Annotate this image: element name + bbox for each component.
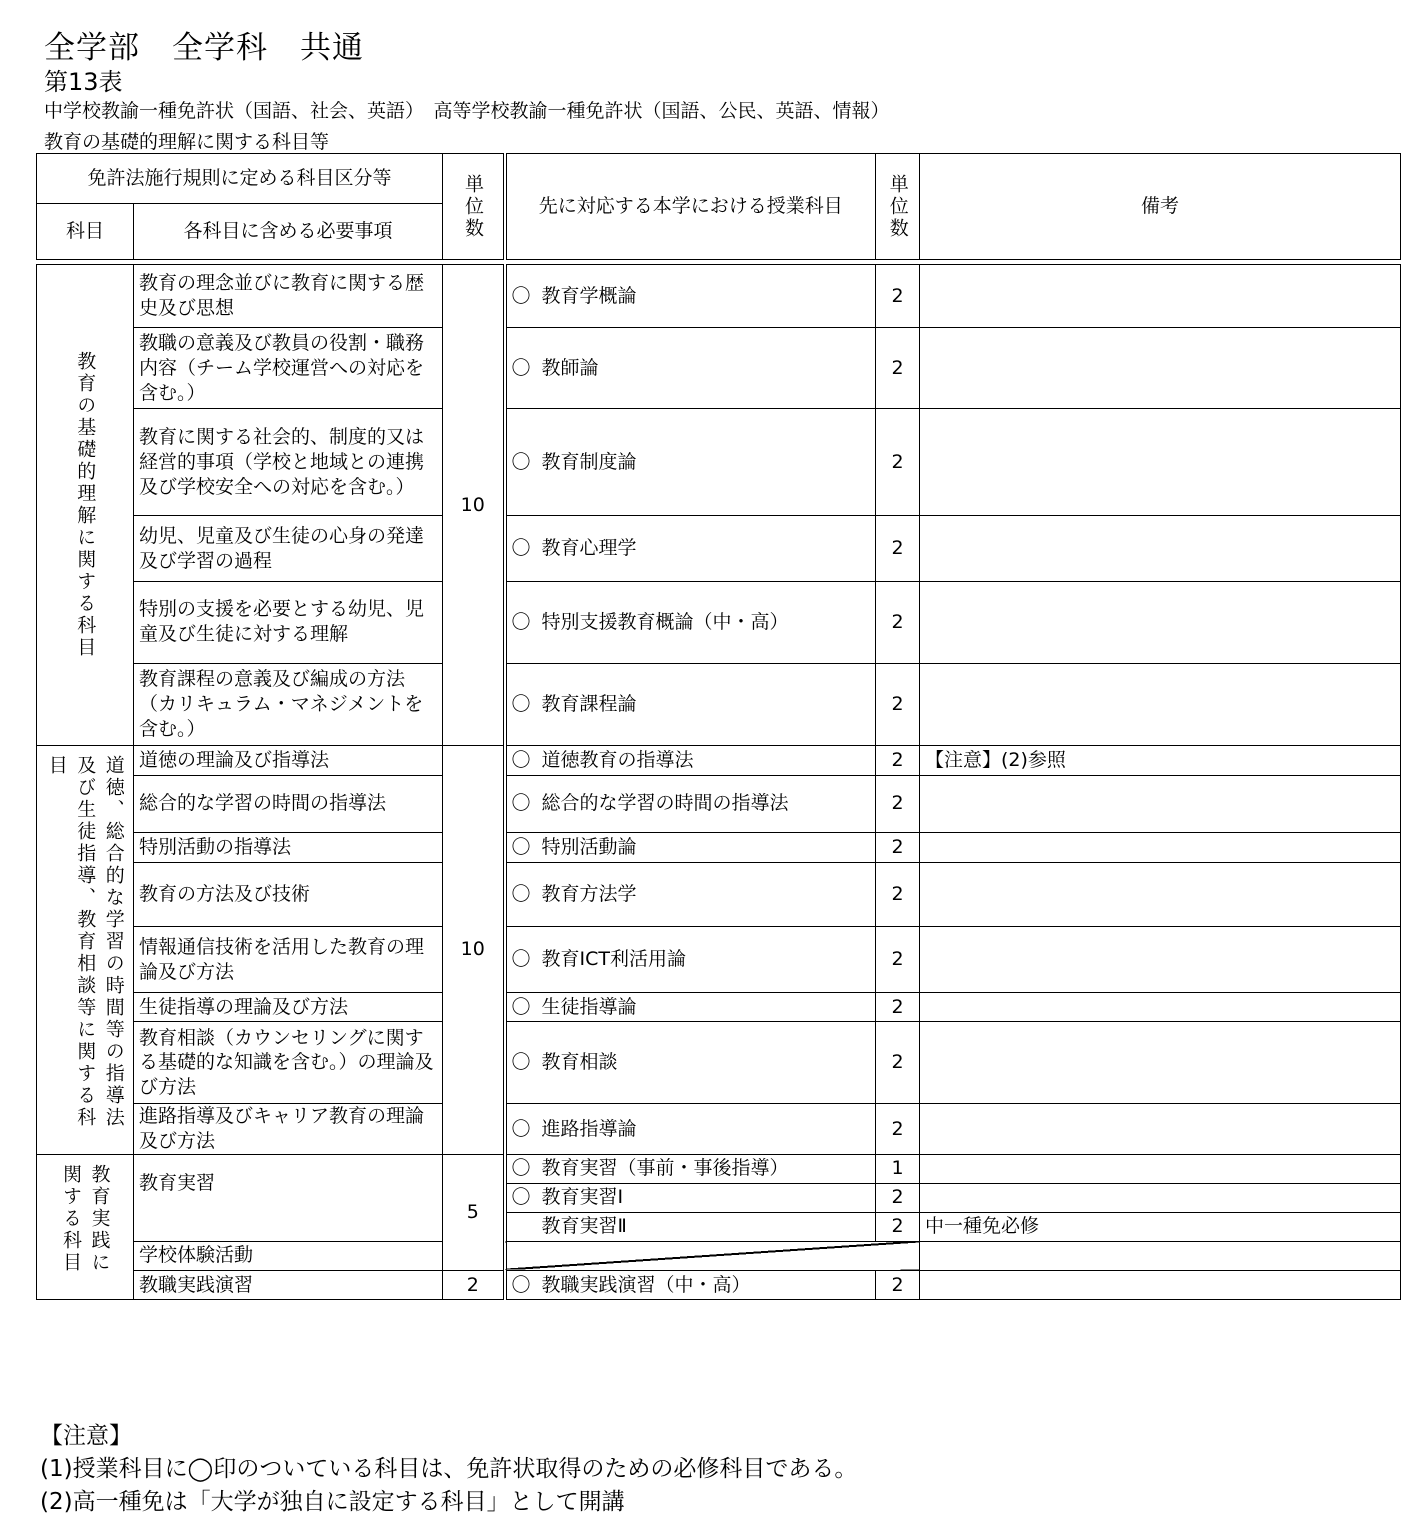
table-row	[37, 328, 1401, 409]
table-row	[37, 1241, 1401, 1270]
table-number: 第13表	[44, 68, 123, 96]
required-mark: 〇	[511, 451, 531, 474]
law-category-header: 免許法施行規則に定める科目区分等	[37, 154, 443, 204]
remark	[920, 832, 1401, 862]
course-cell: 〇 教師論	[505, 328, 876, 409]
required-item: 学校体験活動	[134, 1241, 443, 1270]
table-subheading: 教育の基礎的理解に関する科目等	[44, 131, 330, 153]
remark	[920, 516, 1401, 581]
course-units-header: 単位数	[876, 154, 920, 260]
course-cell: 〇 教育実習（事前・事後指導）	[505, 1154, 876, 1183]
note-line: (1)授業科目に◯印のついている科目は、免許状取得のための必修科目である。	[40, 1456, 858, 1482]
required-item: 生徒指導の理論及び方法	[134, 993, 443, 1022]
remark	[920, 581, 1401, 663]
table-row	[37, 745, 1401, 775]
required-mark: 〇	[511, 995, 531, 1018]
required-item: 道徳の理論及び指導法	[134, 745, 443, 775]
notes-section	[40, 1420, 857, 1519]
required-items-header: 各科目に含める必要事項	[134, 204, 443, 260]
required-item: 特別の支援を必要とする幼児、児童及び生徒に対する理解	[134, 581, 443, 663]
required-item: 教職の意義及び教員の役割・職務内容（チーム学校運営への対応を含む。）	[134, 328, 443, 409]
required-item: 教職実践演習	[134, 1270, 443, 1299]
table-row	[37, 409, 1401, 516]
required-mark: 〇	[511, 1157, 531, 1180]
remark	[920, 862, 1401, 926]
course-cell: 〇 道徳教育の指導法	[505, 745, 876, 775]
required-mark: 〇	[511, 1186, 531, 1209]
course-cell: 〇 教育制度論	[505, 409, 876, 516]
course-cell: 〇 特別活動論	[505, 832, 876, 862]
remark	[920, 775, 1401, 832]
course-cell: 〇 教育実習Ⅰ	[505, 1183, 876, 1212]
required-item: 教育に関する社会的、制度的又は経営的事項（学校と地域との連携及び学校安全への対応を含む。）	[134, 409, 443, 516]
remark: 【注意】(2)参照	[920, 745, 1401, 775]
page-title: 全学部 全学科 共通	[44, 30, 364, 66]
course-cell: 〇 生徒指導論	[505, 993, 876, 1022]
group-subject-cell: 教育の基礎的理解に関する科目	[37, 265, 134, 746]
course-units: 2	[876, 832, 920, 862]
remark	[920, 1022, 1401, 1104]
required-item: 特別活動の指導法	[134, 832, 443, 862]
table-row	[37, 663, 1401, 745]
required-item: 幼児、児童及び生徒の心身の発達及び学習の過程	[134, 516, 443, 581]
remark	[920, 1270, 1401, 1299]
remark	[920, 1183, 1401, 1212]
table-row	[37, 993, 1401, 1022]
course-units: 2	[876, 1022, 920, 1104]
course-cell: 〇 教職実践演習（中・高）	[505, 1270, 876, 1299]
empty-diagonal-cell	[505, 1241, 920, 1270]
course-cell: 〇 教育学概論	[505, 265, 876, 328]
subject-header: 科目	[37, 204, 134, 260]
course-cell: 〇 教育方法学	[505, 862, 876, 926]
required-mark: 〇	[511, 356, 531, 379]
remark	[920, 993, 1401, 1022]
course-cell: 〇 教育ICT利活用論	[505, 926, 876, 992]
table-row	[37, 1104, 1401, 1154]
required-item: 総合的な学習の時間の指導法	[134, 775, 443, 832]
course-units: 2	[876, 926, 920, 992]
course-cell: 〇 総合的な学習の時間の指導法	[505, 775, 876, 832]
group-units: 10	[443, 745, 505, 1154]
certificate-list: 中学校教諭一種免許状（国語、社会、英語） 高等学校教諭一種免許状（国語、公民、英語、情報）	[44, 100, 890, 122]
header-row	[37, 154, 1401, 204]
table-row	[37, 926, 1401, 992]
course-units: 2	[876, 1212, 920, 1241]
remark: 中一種免必修	[920, 1212, 1401, 1241]
remark	[920, 409, 1401, 516]
required-mark: 〇	[511, 792, 531, 815]
course-units: 2	[876, 1183, 920, 1212]
required-mark: 〇	[511, 1273, 531, 1296]
course-header: 先に対応する本学における授業科目	[505, 154, 876, 260]
notes-heading: 【注意】	[40, 1423, 132, 1449]
required-item: 教育相談（カウンセリングに関する基礎的な知識を含む。）の理論及び方法	[134, 1022, 443, 1104]
course-units: 2	[876, 1104, 920, 1154]
course-units: 2	[876, 663, 920, 745]
remark	[920, 926, 1401, 992]
course-cell: 〇 進路指導論	[505, 1104, 876, 1154]
required-mark: 〇	[511, 610, 531, 633]
group-subject-cell: 教育実践に関する科目	[37, 1154, 134, 1299]
course-units: 2	[876, 409, 920, 516]
remark	[920, 1241, 1401, 1270]
required-mark: 〇	[511, 692, 531, 715]
course-units: 2	[876, 993, 920, 1022]
course-cell: 〇 教育課程論	[505, 663, 876, 745]
course-units: 2	[876, 265, 920, 328]
course-units: 2	[876, 775, 920, 832]
course-cell: 〇 教育心理学	[505, 516, 876, 581]
required-item: 教育の理念並びに教育に関する歴史及び思想	[134, 265, 443, 328]
table-row	[37, 265, 1401, 328]
table-row	[37, 581, 1401, 663]
table-row	[37, 1154, 1401, 1183]
required-mark: 〇	[511, 284, 531, 307]
table-row	[37, 516, 1401, 581]
table-row	[37, 832, 1401, 862]
units-header: 単位数	[443, 154, 505, 260]
course-units: 2	[876, 328, 920, 409]
required-mark: 〇	[511, 1051, 531, 1074]
remark	[920, 1104, 1401, 1154]
table-row	[37, 862, 1401, 926]
course-units: 2	[876, 745, 920, 775]
remark	[920, 663, 1401, 745]
remark	[920, 328, 1401, 409]
table-row	[37, 1270, 1401, 1299]
required-mark: 〇	[511, 748, 531, 771]
required-item: 教育実習	[134, 1154, 443, 1241]
group-units: 10	[443, 265, 505, 746]
course-cell: 〇 特別支援教育概論（中・高）	[505, 581, 876, 663]
required-mark: 〇	[511, 1117, 531, 1140]
required-mark: 〇	[511, 537, 531, 560]
curriculum-table	[36, 153, 1401, 1300]
required-item: 教育の方法及び技術	[134, 862, 443, 926]
required-mark: 〇	[511, 948, 531, 971]
course-units: 2	[876, 862, 920, 926]
required-item: 教育課程の意義及び編成の方法（カリキュラム・マネジメントを含む。）	[134, 663, 443, 745]
remark	[920, 1154, 1401, 1183]
course-units: 2	[876, 516, 920, 581]
course-units: 2	[876, 581, 920, 663]
table-row	[37, 1022, 1401, 1104]
remark	[920, 265, 1401, 328]
note-line: (2)高一種免は「大学が独自に設定する科目」として開講	[40, 1489, 625, 1515]
required-item: 情報通信技術を活用した教育の理論及び方法	[134, 926, 443, 992]
remarks-header: 備考	[920, 154, 1401, 260]
group-units: 5	[443, 1154, 505, 1270]
item-units: 2	[443, 1270, 505, 1299]
course-units: 2	[876, 1270, 920, 1299]
required-mark: 〇	[511, 836, 531, 859]
group-subject-cell: 道徳、総合的な学習の時間等の指導法及び生徒指導、教育相談等に関する科目	[37, 745, 134, 1154]
course-units: 1	[876, 1154, 920, 1183]
required-mark: 〇	[511, 883, 531, 906]
table-row	[37, 775, 1401, 832]
required-item: 進路指導及びキャリア教育の理論及び方法	[134, 1104, 443, 1154]
course-cell: 〇 教育相談	[505, 1022, 876, 1104]
course-cell: 教育実習Ⅱ	[505, 1212, 876, 1241]
